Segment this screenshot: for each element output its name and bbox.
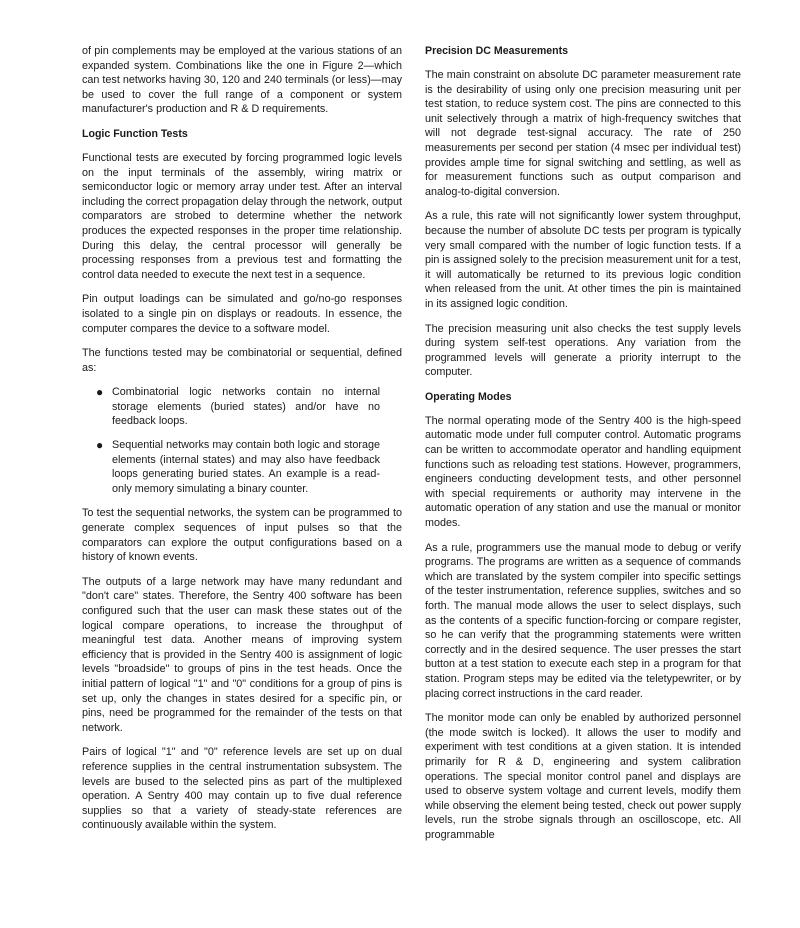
list-item <box>96 385 380 429</box>
list-item-text: Sequential networks may contain both logic and storage elements (internal states) and may also have feedback loops generating buried states. An example is a read-only memory simulating a binary counter. <box>112 439 380 495</box>
paragraph: The monitor mode can only be enabled by authorized personnel (the mode switch is locked). It allows the user to modify and experiment with test conditions at a given station. It is intended primarily for R & D, engineering and system calibration operations. The special monitor control panel and displays are used to observe system voltage and current levels, modify them while observing the element being tested, check out power supply levels, run the strobe signals through an oscilloscope, etc. All programmable <box>425 712 741 841</box>
list-item <box>96 438 380 496</box>
right-column <box>425 44 741 853</box>
bullet-icon: ● <box>96 385 104 400</box>
paragraph: The functions tested may be combinatorial or sequential, defined as: <box>82 347 402 374</box>
paragraph: The precision measuring unit also checks the test supply levels during system self-test operations. Any variation from the programmed levels will generate a priority interrupt to the computer. <box>425 322 741 379</box>
paragraph: The outputs of a large network may have many redundant and "don't care" states. Therefore, the Sentry 400 software has been configured such that the user can mask these states out of the logical compare operations, to increase the throughput of meaningful test data. Another means of improving system efficiency that is provided in the Sentry 400 is assignment of logic levels "broadside" to groups of pins in the test heads. Once the initial pattern of logical "1" and "0" conditions for a group of pins is set up, only the changes in states desired for a specific pin, or pins, need be programmed for the remainder of the tests on that network. <box>82 575 402 734</box>
list-item-text: Combinatorial logic networks contain no internal storage elements (buried states) and/or have no feedback loops. <box>112 386 380 428</box>
paragraph: The normal operating mode of the Sentry 400 is the high-speed automatic mode under full computer control. Automatic programs can be written to accommodate operator and handling equipment functions such as reloading test stations. However, programmers, engineers conducting development tests, and other personnel with special requirements or authority may intervene in the automatic operation of any station and use the manual or monitor modes. <box>425 414 741 530</box>
section-heading-logic-function-tests: Logic Function Tests <box>82 127 188 140</box>
bullet-list <box>82 385 402 496</box>
paragraph: Functional tests are executed by forcing programmed logic levels on the input terminals of the assembly, wiring matrix or semiconductor logic or memory array under test. After an interval including the correct propagation delay through the network, output comparators are strobed to determine whether the network produces the expected responses in the proper time relationship. During this delay, the central processor will generally be processing responses from a previous test and formatting the control data needed to execute the next test in a sequence. <box>82 151 402 281</box>
section-heading-operating-modes: Operating Modes <box>425 390 512 403</box>
paragraph: To test the sequential networks, the system can be programmed to generate complex sequences of input pulses so that the comparators can explore the output configurations based on a history of known events. <box>82 507 402 564</box>
bullet-icon: ● <box>96 438 104 453</box>
paragraph: of pin complements may be employed at the various stations of an expanded system. Combinations like the one in Figure 2—which can test networks having 30, 120 and 240 terminals (or less)—may be used to cover the full range of a component or system manufacturer's production and R & D requirements. <box>82 45 402 116</box>
left-column <box>82 44 402 843</box>
paragraph: As a rule, programmers use the manual mode to debug or verify programs. The programs are written as a sequence of commands which are translated by the system compiler into specific settings of the tester instrumentation, reference supplies, switches and so forth. The manual mode allows the user to select displays, such as the contents of a specific function-forcing or compare register, so he can verify that the programming statements were written correctly and in the desired sequence. The user presses the start button at a test station to execute each step in a program for that station. Program steps may be edited via the teletypewriter, or by placing correct instructions in the card reader. <box>425 541 741 700</box>
paragraph: The main constraint on absolute DC parameter measurement rate is the desirability of using only one precision measuring unit per test station, to reduce system cost. The pins are connected to this unit selectively through a matrix of high-frequency switches that will not degrade test-signal accuracy. The rate of 250 measurements per second per station (4 msec per individual test) provides ample time for signal switching and settling, as well as for measurement functions such as output comparison and analog-to-digital conversion. <box>425 69 741 198</box>
paragraph: As a rule, this rate will not significantly lower system throughput, because the number of absolute DC tests per program is typically very small compared with the number of logic function tests. If a pin is assigned solely to the precision measurement unit for a test, it will automatically be returned to its previous logic condition when released from the unit. At other times the pin is maintained in its assigned logic condition. <box>425 210 741 310</box>
paragraph: Pin output loadings can be simulated and go/no-go responses isolated to a single pin on displays or readouts. In essence, the computer compares the device to a software model. <box>82 293 402 335</box>
paragraph: Pairs of logical "1" and "0" reference levels are set up on dual reference supplies in the central instrumentation subsystem. The levels are bused to the selected pins as part of the multiplexed operation. A Sentry 400 may contain up to five dual reference supplies so that a variety of steady-state references are continuously available within the system. <box>82 746 402 832</box>
section-heading-precision-dc-measurements: Precision DC Measurements <box>425 45 569 57</box>
